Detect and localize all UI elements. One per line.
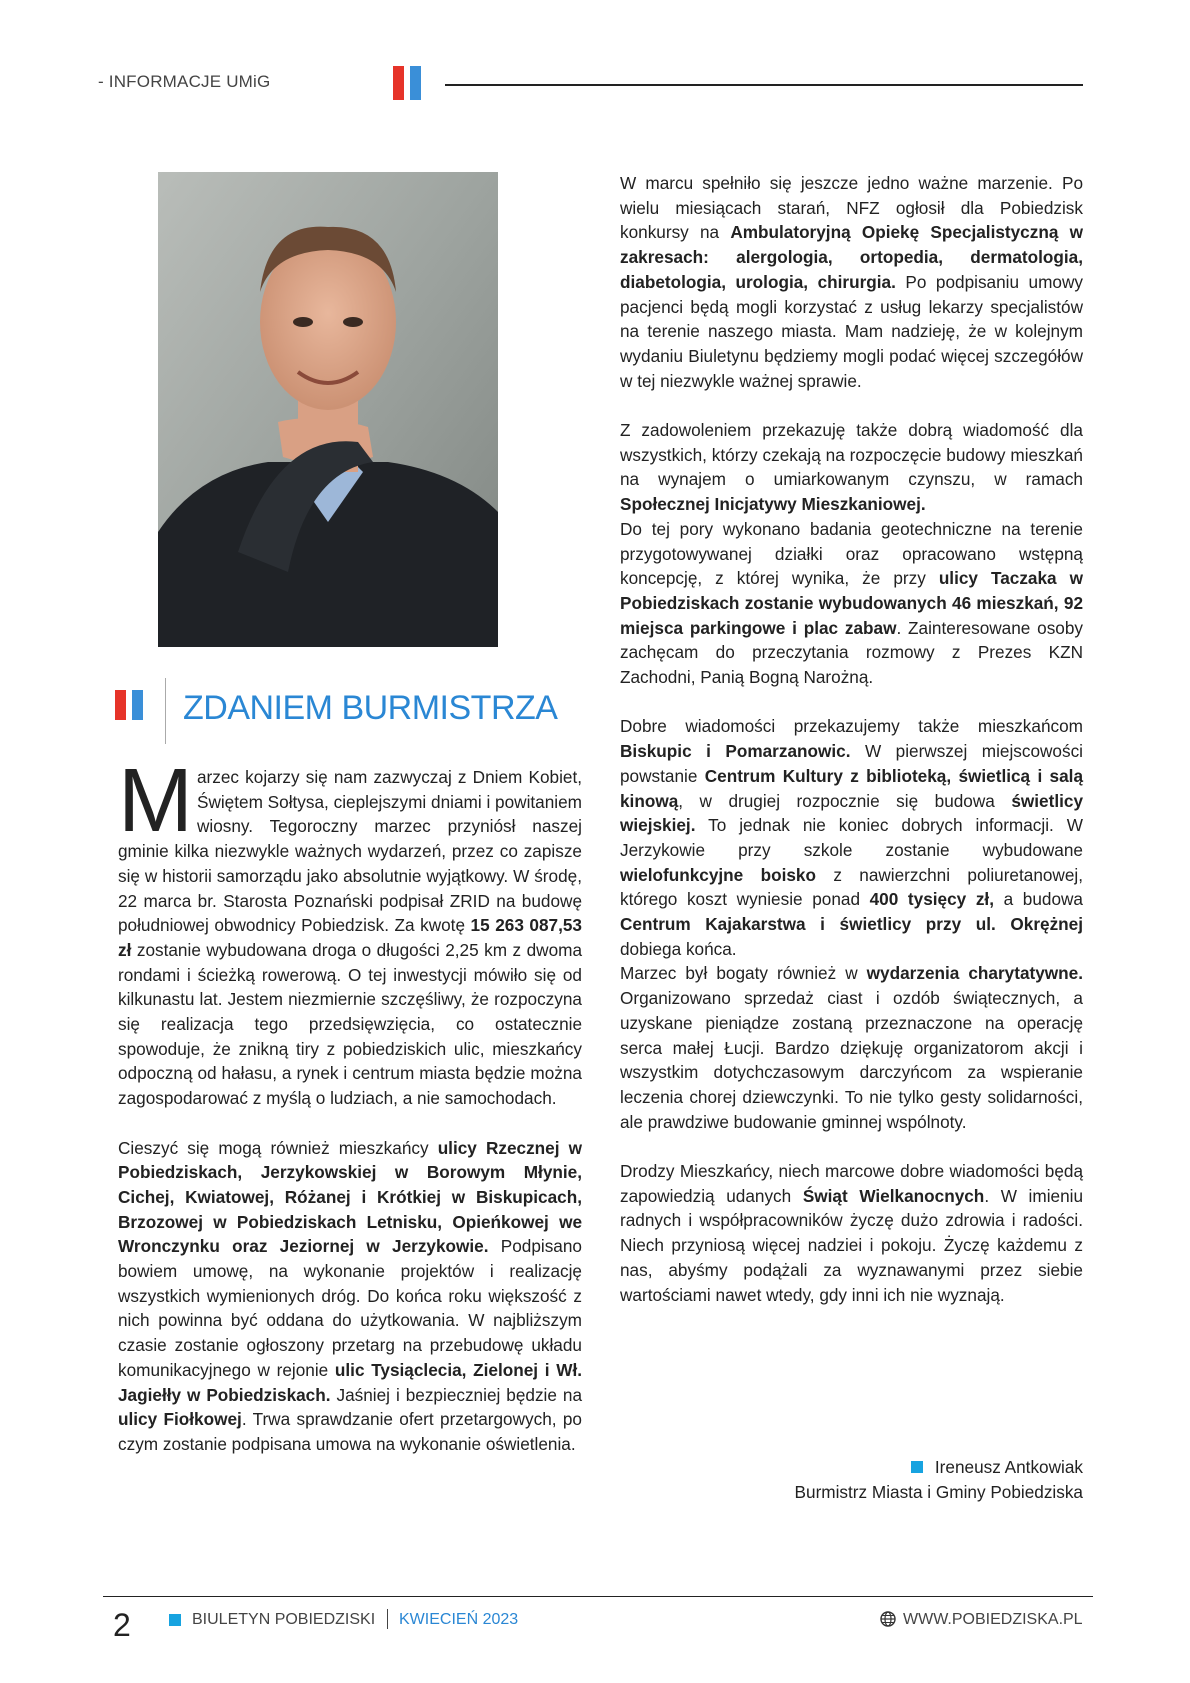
villages-paragraph: Dobre wiadomości przekazujemy także mieszkańcom Biskupic i Pomarzanowic. W pierwszej miejscowości powstanie Centrum Kultury z biblioteką, świetlicą i salą kinową, w drugiej rozpocznie się budowa świetlicy wiejskiej. To jednak nie koniec dobrych informacji. W Jerzykowie przy szkole zostanie wybudowane wielofunkcyjne boisko z nawierzchni poliuretanowej, którego koszt wyniesie ponad 400 tysięcy zł, a budowa Centrum Kajakarstwa i świetlicy przy ul. Okrężnej dobiega końca. [620, 716, 1084, 959]
charity-paragraph: Marzec był bogaty również w wydarzenia charytatywne. Organizowano sprzedaż ciast i ozdób świątecznych, a uzyskane pieniądze zostaną przeznaczone na operację serca małej Łucji. Bardzo dziękuję organizatorom akcji i wszystkim dotychczasowym darczyńcom za wspieranie leczenia chorej dziewczynki. To nie tylko gesty solidarności, ale prawdziwe budowanie gminnej wspólnoty. [620, 963, 1083, 1132]
signature-title: Burmistrz Miasta i Gminy Pobiedziska [794, 1482, 1083, 1502]
intro-paragraph: Marzec kojarzy się nam zazwyczaj z Dniem Kobiet, Świętem Sołtysa, cieplejszymi dniami i powitaniem wiosny. Tegoroczny marzec przyniósł naszej gminie kilka niezwykle ważnych wydarzeń, przez co zapisze się w historii samorządu jako absolutnie wyjątkowy. W środę, 22 marca br. Starosta Poznański podpisał ZRID na budowę południowej obwodnicy Pobiedzisk. Za kwotę 15 263 087,53 zł zostanie wybudowana droga o długości 2,25 km z dwoma rondami i ścieżką rowerową. O tej inwestycji mówiło się od kilkunastu lat. Jestem niezmiernie szczęśliwy, że rozpoczyna się realizacja tego przedsięwzięcia, co ostatecznie spowoduje, że znikną tiry z pobiedziskich ulic, mieszkańcy odpoczną od hałasu, a rynek i centrum miasta będzie można zagospodarować z myślą o ludziach, a nie samochodach. [118, 751, 582, 1109]
footer-square-icon [169, 1614, 181, 1626]
housing-details-paragraph: Do tej pory wykonano badania geotechniczne na terenie przygotowywanej działki oraz opracowano wstępną koncepcję, z której wynika, że przy ulicy Taczaka w Pobiedziskach zostanie wybudowanych 46 mieszkań, 92 miejsca parkingowe i plac zabaw. Zainteresowane osoby zachęcam do przeczytania rozmowy z Prezes KZN Zachodni, Panią Bogną Narożną. [620, 518, 1083, 688]
signature [795, 1455, 1083, 1505]
housing-paragraph: Z zadowoleniem przekazuję także dobrą wiadomość dla wszystkich, którzy czekają na rozpoczęcie budowy mieszkań na wynajem o umiarkowanym czynszu, w ramach Społecznej Inicjatywy Mieszkaniowej. [620, 420, 1083, 515]
section-label: - INFORMACJE UMiG [98, 72, 271, 91]
column-heading: ZDANIEM BURMISTRZA [183, 689, 558, 727]
right-column [620, 171, 1083, 1332]
left-column [118, 751, 582, 1481]
signature-name: Ireneusz Antkowiak [934, 1457, 1083, 1477]
publication-title: BIULETYN POBIEDZISKI [192, 1611, 376, 1628]
drop-cap: M [118, 751, 191, 851]
roads-paragraph: Cieszyć się mogą również mieszkańcy ulicy Rzecznej w Pobiedziskach, Jerzykowskiej w Borowym Młynie, Cichej, Kwiatowej, Różanej i Krótkiej w Biskupicach, Brzozowej w Pobiedziskach Letnisku, Opieńkowej we Wronczynku oraz Jeziornej w Jerzykowie. Podpisano bowiem umowę, na wykonanie projektów i realizację wszystkich wymienionych dróg. Do końca roku większość z nich powinna być oddana do użytkowania. W najbliższym czasie zostanie ogłoszony przetarg na przebudowę układu komunikacyjnego w rejonie ulic Tysiąclecia, Zielonej i Wł. Jagiełły w Pobiedziskach. Jaśniej i bezpieczniej będzie na ulicy Fiołkowej. Trwa sprawdzanie ofert przetargowych, po czym zostanie podpisana umowa na wykonanie oświetlenia. [118, 1137, 582, 1454]
heading-divider [165, 678, 166, 744]
issue-date: KWIECIEŃ 2023 [399, 1611, 519, 1628]
closing-paragraph: Drodzy Mieszkańcy, niech marcowe dobre wiadomości będą zapowiedzią udanych Świąt Wielkanocnych. W imieniu radnych i współpracowników życzę dużo zdrowia i radości. Niech przyniosą więcej nadziei i pokoju. Życzę każdemu z nas, abyśmy podążali za wyznawanymi przez siebie wartościami nawet wtedy, gdy inni ich nie wyznają. [620, 1161, 1084, 1305]
globe-icon [880, 1611, 896, 1627]
footer-rule [103, 1596, 1093, 1597]
portrait-photo [158, 172, 498, 647]
healthcare-paragraph: W marcu spełniło się jeszcze jedno ważne marzenie. Po wielu miesiącach starań, NFZ ogłosił dla Pobiedzisk konkursy na Ambulatoryjną Opiekę Specjalistyczną w zakresach: alergologia, ortopedia, dermatologia, diabetologia, urologia, chirurgia. Po podpisaniu umowy pacjenci będą mogli korzystać z usług lekarzy specjalistów na terenie naszego miasta. Mam nadzieję, że w kolejnym wydaniu Biuletynu będziemy mogli podać więcej szczegółów w tej niezwykle ważnej sprawie. [620, 173, 1083, 391]
page-number: 2 [113, 1607, 131, 1643]
header-flag-decoration [393, 66, 421, 100]
header-rule [445, 84, 1083, 86]
signature-square-icon [911, 1461, 923, 1473]
heading-flag-decoration [115, 690, 143, 720]
website-url[interactable]: WWW.POBIEDZISKA.PL [903, 1611, 1083, 1628]
footer-separator [387, 1609, 388, 1629]
